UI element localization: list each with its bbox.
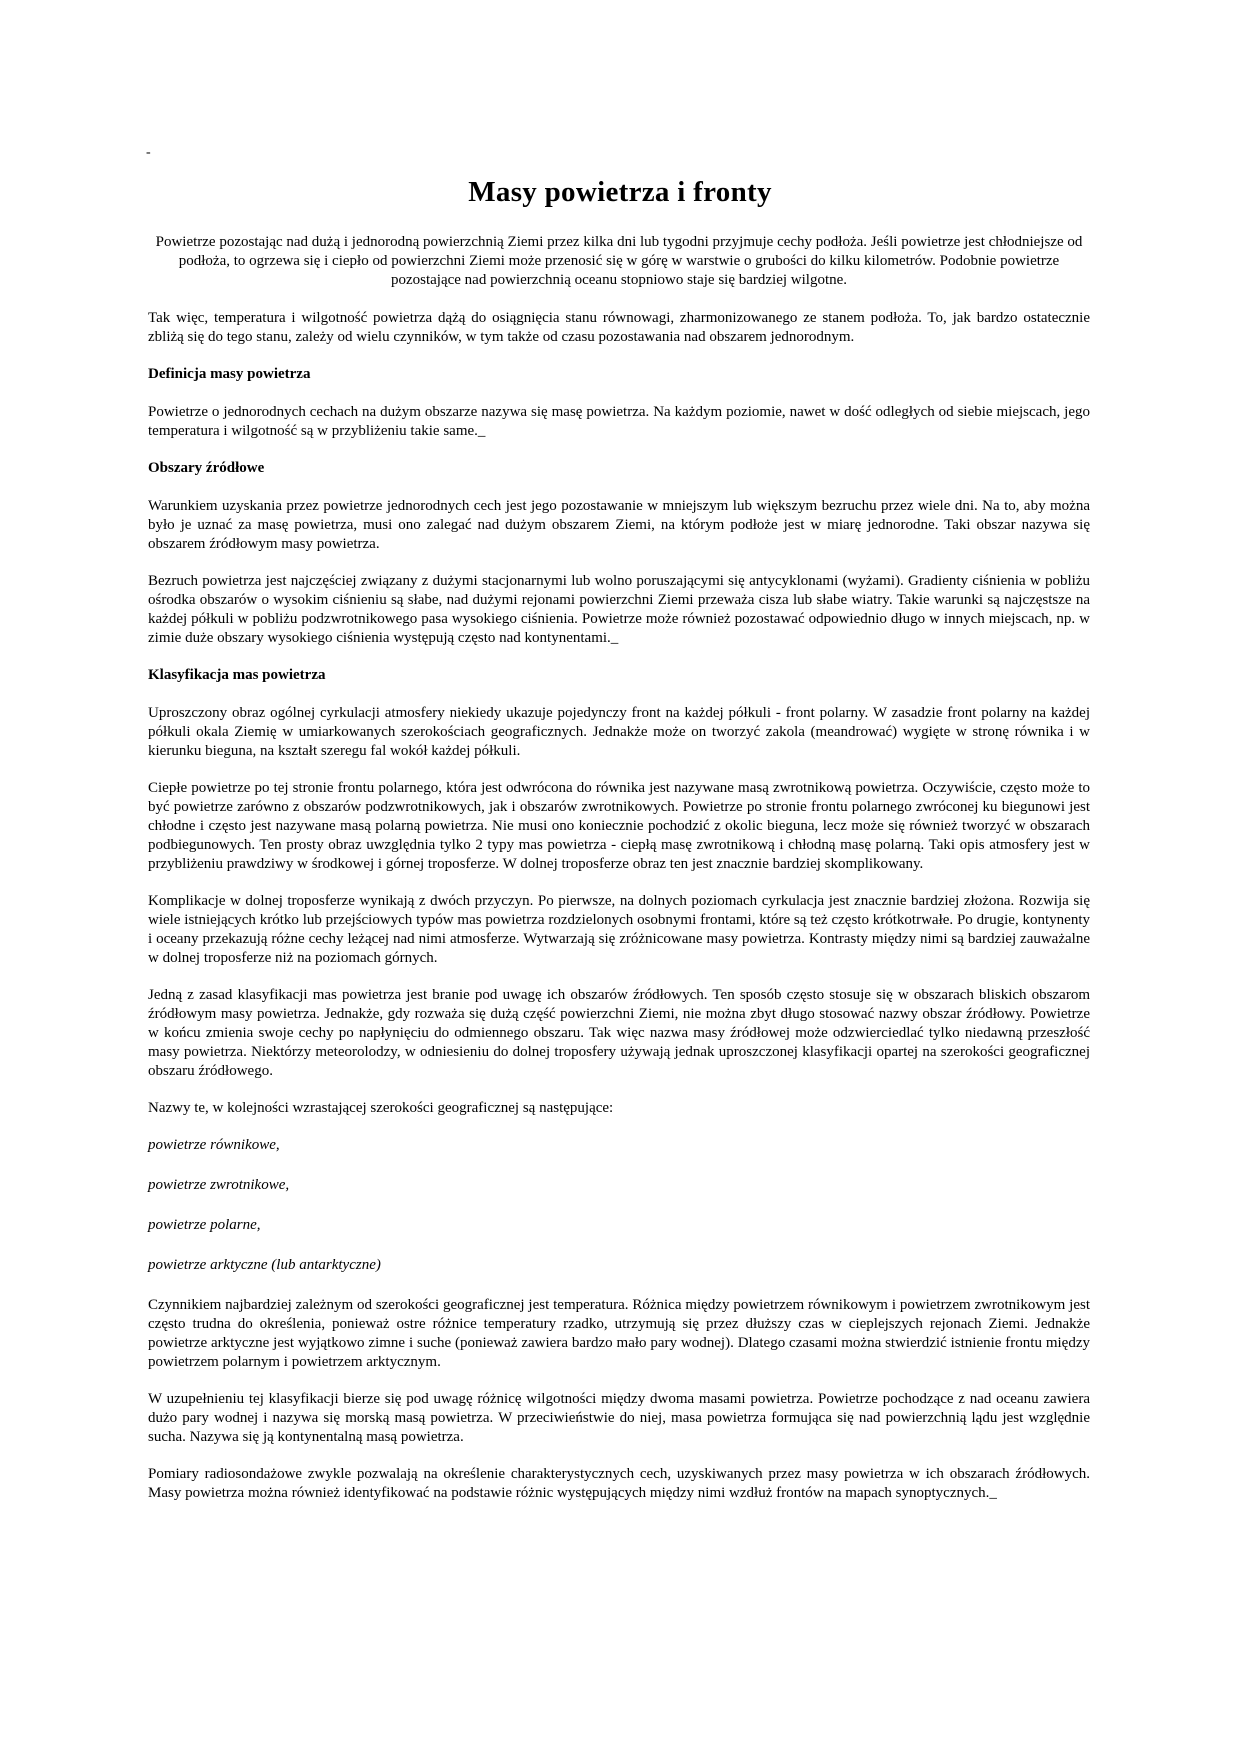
- paragraph: W uzupełnieniu tej klasyfikacji bierze się pod uwagę różnicę wilgotności między dwoma masami powietrza. Powietrze pochodzące z nad oceanu zawiera dużo pary wodnej i nazywa się morską masą powietrza. W przeciwieństwie do niej, masa powietrza formująca się nad powierzchnią lądu jest względnie sucha. Nazywa się ją kontynentalną masą powietrza.: [148, 1391, 1090, 1445]
- paragraph: Ciepłe powietrze po tej stronie frontu polarnego, która jest odwrócona do równika jest nazywane masą zwrotnikową powietrza. Oczywiście, często może to być powietrze zarówno z obszarów podzwrotnikowych, jak i obszarów zwrotnikowych. Powietrze po stronie frontu polarnego zwróconej ku biegunowi jest chłodne i często jest nazywane masą polarną powietrza. Nie musi ono koniecznie pochodzić z okolic bieguna, lecz może się również tworzyć w obszarach podbiegunowych. Ten prosty obraz uwzględnia tylko 2 typy mas powietrza - ciepłą masę zwrotnikową i chłodną masę polarną. Taki opis atmosfery jest w przybliżeniu prawdziwy w środkowej i górnej troposferze. W dolnej troposferze obraz ten jest znacznie bardziej skomplikowany.: [148, 780, 1090, 872]
- paragraph: Czynnikiem najbardziej zależnym od szerokości geograficznej jest temperatura. Różnica między powietrzem równikowym i powietrzem zwrotnikowym jest często trudna do określenia, ponieważ ostre różnice temperatury rzadko, utrzymują się przez dłuższy czas w cieplejszych rejonach Ziemi. Jednakże powietrze arktyczne jest wyjątkowo zimne i suche (ponieważ zawiera bardzo mało pary wodnej). Dlatego czasami można stwierdzić istnienie frontu między powietrzem polarnym i powietrzem arktycznym.: [148, 1297, 1090, 1370]
- paragraph: Jedną z zasad klasyfikacji mas powietrza jest branie pod uwagę ich obszarów źródłowych. Ten sposób często stosuje się w obszarach bliskich obszarom źródłowym masy powietrza. Jednakże, gdy rozważa się dużą część powierzchni Ziemi, nie można zbyt długo stosować nazwy obszar źródłowy. Powietrze w końcu zmienia swoje cechy po napłynięciu do odmiennego obszaru. Tak więc nazwa masy źródłowej może odzwierciedlać tylko niedawną przeszłość masy powietrza. Niektórzy meteorolodzy, w odniesieniu do dolnej troposfery używają jednak uproszczonej klasyfikacji opartej na szerokości geograficznej obszaru źródłowego.: [148, 987, 1090, 1079]
- paragraph: Komplikacje w dolnej troposferze wynikają z dwóch przyczyn. Po pierwsze, na dolnych poziomach cyrkulacja jest znacznie bardziej złożona. Rozwija się wiele istniejących krótko lub przejściowych typów mas powietrza rozdzielonych osobnymi frontami, które są też często krótkotrwałe. Po drugie, kontynenty i oceany przekazują różne cechy leżącej nad nimi atmosferze. Wytwarzają się zróżnicowane masy powietrza. Kontrasty między nimi są bardziej zauważalne w dolnej troposferze niż na poziomach górnych.: [148, 893, 1090, 966]
- list-item: powietrze zwrotnikowe,: [148, 1177, 290, 1193]
- list-item: powietrze polarne,: [148, 1217, 261, 1233]
- paragraph: Bezruch powietrza jest najczęściej związany z dużymi stacjonarnymi lub wolno poruszającymi się antycyklonami (wyżami). Gradienty ciśnienia w pobliżu ośrodka obszarów o wysokim ciśnieniu są słabe, nad dużymi rejonami powierzchni Ziemi przeważa cisza lub słabe wiatry. Takie warunki są najczęstsze na każdej półkuli w pobliżu podzwrotnikowego pasa wysokiego ciśnienia. Powietrze może również pozostawać odpowiednio długo w innych miejscach, np. w zimie duże obszary wysokiego ciśnienia występują często nad kontynentami._: [148, 573, 1090, 646]
- corner-mark: -: [146, 145, 151, 160]
- paragraph: Uproszczony obraz ogólnej cyrkulacji atmosfery niekiedy ukazuje pojedynczy front na każdej półkuli - front polarny. W zasadzie front polarny na każdej półkuli okala Ziemię w umiarkowanych szerokościach geograficznych. Jednakże może on tworzyć zakola (meandrować) wygięte w stronę równika i w kierunku bieguna, na kształt szeregu fal wokół każdej półkuli.: [148, 705, 1090, 759]
- list-item: powietrze arktyczne (lub antarktyczne): [148, 1257, 381, 1273]
- section-heading-definicja: Definicja masy powietrza: [148, 366, 311, 382]
- document-body: [148, 233, 1090, 1521]
- section-heading-obszary: Obszary źródłowe: [148, 460, 265, 476]
- intro-paragraph: Powietrze pozostając nad dużą i jednorodną powierzchnią Ziemi przez kilka dni lub tygodni przyjmuje cechy podłoża. Jeśli powietrze jest chłodniejsze od podłoża, to ogrzewa się i ciepło od powierzchni Ziemi może przenosić się w górę w warstwie o grubości do kilku kilometrów. Podobnie powietrze pozostające nad powierzchnią oceanu stopniowo staje się bardziej wilgotne.: [155, 234, 1083, 288]
- paragraph: Tak więc, temperatura i wilgotność powietrza dążą do osiągnięcia stanu równowagi, zharmonizowanego ze stanem podłoża. To, jak bardzo ostatecznie zbliżą się do tego stanu, zależy od wielu czynników, w tym także od czasu pozostawania nad obszarem jednorodnym.: [148, 310, 1090, 345]
- paragraph: Nazwy te, w kolejności wzrastającej szerokości geograficznej są następujące:: [148, 1100, 614, 1116]
- page-title: Masy powietrza i fronty: [468, 176, 772, 208]
- paragraph: Pomiary radiosondażowe zwykle pozwalają na określenie charakterystycznych cech, uzyskiwanych przez masy powietrza w ich obszarach źródłowych. Masy powietrza można również identyfikować na podstawie różnic występujących między nimi wzdłuż frontów na mapach synoptycznych._: [148, 1466, 1090, 1501]
- section-heading-klasyfikacja: Klasyfikacja mas powietrza: [148, 667, 326, 683]
- list-item: powietrze równikowe,: [148, 1137, 280, 1153]
- paragraph: Warunkiem uzyskania przez powietrze jednorodnych cech jest jego pozostawanie w mniejszym lub większym bezruchu przez wiele dni. Na to, aby można było je uznać za masę powietrza, musi ono zalegać nad dużym obszarem Ziemi, na którym podłoże jest w miarę jednorodne. Taki obszar nazywa się obszarem źródłowym masy powietrza.: [148, 498, 1090, 552]
- paragraph: Powietrze o jednorodnych cechach na dużym obszarze nazywa się masę powietrza. Na każdym poziomie, nawet w dość odległych od siebie miejscach, jego temperatura i wilgotność są w przybliżeniu takie same._: [148, 404, 1090, 439]
